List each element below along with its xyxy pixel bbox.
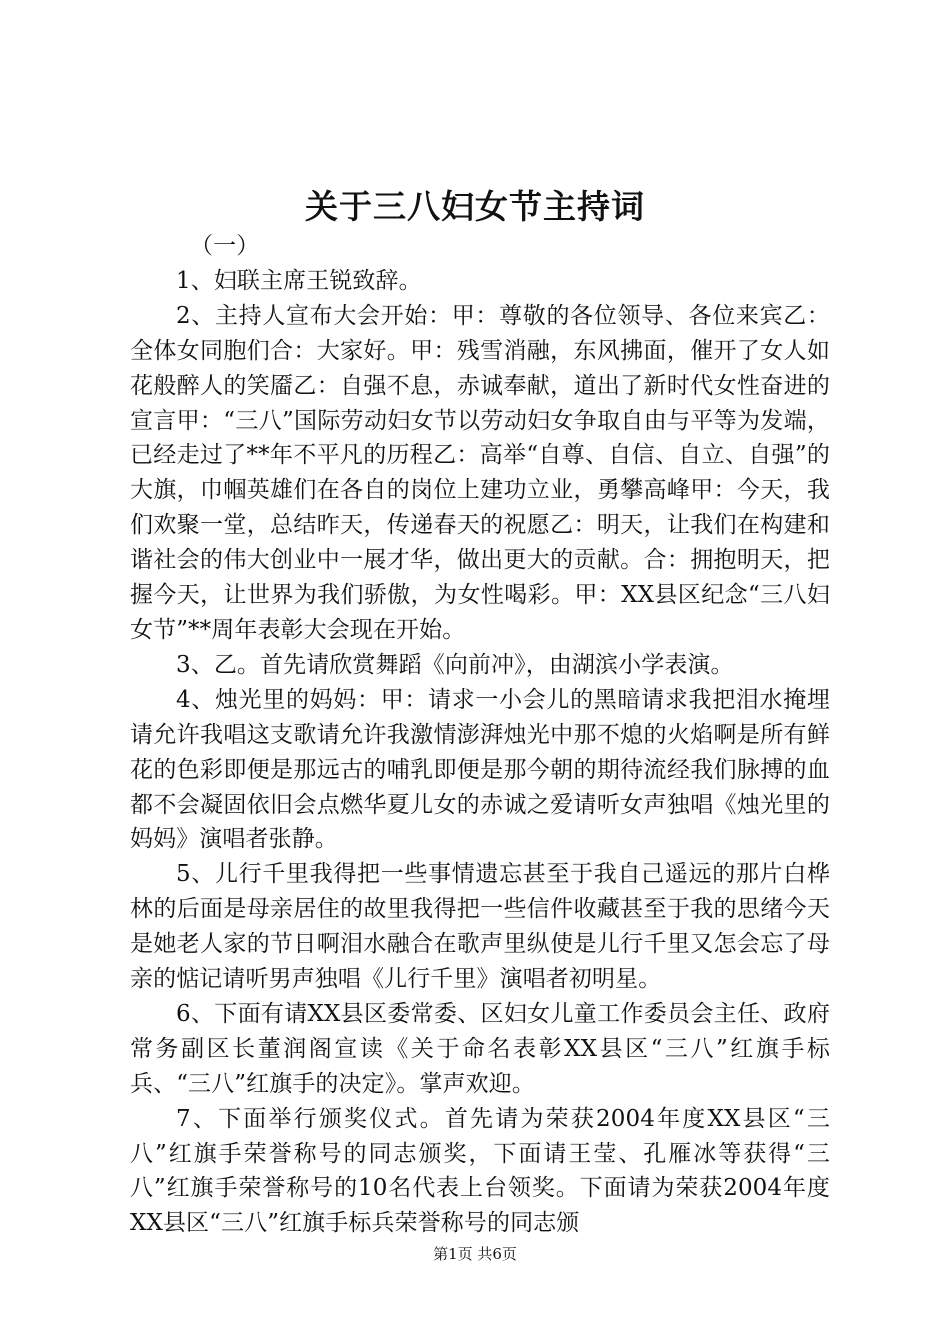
paragraph-2: 2、主持人宣布大会开始：甲：尊敬的各位领导、各位来宾乙：全体女同胞们合：大家好。甲：残雪消融，东风拂面，催开了女人如花般醉人的笑靥乙：自强不息，赤诚奉献，道出了新时代女性奋进的宣言甲：“三八”国际劳动妇女节以劳动妇女争取自由与平等为发端，已经走过了**年不平凡的历程乙：高举“自尊、自信、自立、自强”的大旗，巾帼英雄们在各自的岗位上建功立业，勇攀高峰甲：今天，我们欢聚一堂，总结昨天，传递春天的祝愿乙：明天，让我们在构建和谐社会的伟大创业中一展才华，做出更大的贡献。合：拥抱明天，把握今天，让世界为我们骄傲，为女性喝彩。甲：XX县区纪念“三八妇女节”**周年表彰大会现在开始。 — [130, 302, 830, 643]
paragraph-3: 3、乙。首先请欣赏舞蹈《向前冲》，由湖滨小学表演。 — [176, 651, 734, 678]
document-body — [130, 229, 830, 1241]
paragraph-1: 1、妇联主席王锐致辞。 — [176, 267, 422, 294]
paragraph-7: 7、下面举行颁奖仪式。首先请为荣获2004年度XX县区“三八”红旗手荣誉称号的同志颁奖，下面请王莹、孔雁冰等获得“三八”红旗手荣誉称号的10名代表上台领奖。下面请为荣获2004年度XX县区“三八”红旗手标兵荣誉称号的同志颁 — [130, 1105, 830, 1237]
document-title: 关于三八妇女节主持词 — [305, 187, 645, 226]
paragraph-4: 4、烛光里的妈妈：甲：请求一小会儿的黑暗请求我把泪水掩埋请允许我唱这支歌请允许我激情澎湃烛光中那不熄的火焰啊是所有鲜花的色彩即便是那远古的哺乳即便是那今朝的期待流经我们脉搏的血都不会凝固依旧会点燃华夏儿女的赤诚之爱请听女声独唱《烛光里的妈妈》演唱者张静。 — [130, 686, 830, 853]
paragraph-5: 5、儿行千里我得把一些事情遗忘甚至于我自己遥远的那片白桦林的后面是母亲居住的故里我得把一些信件收藏甚至于我的思绪今天是她老人家的节日啊泪水融合在歌声里纵使是儿行千里又怎会忘了母亲的惦记请听男声独唱《儿行千里》演唱者初明星。 — [130, 861, 830, 993]
paragraph-6: 6、下面有请XX县区委常委、区妇女儿童工作委员会主任、政府常务副区长董润阁宣读《关于命名表彰XX县区“三八”红旗手标兵、“三八”红旗手的决定》。掌声欢迎。 — [130, 1000, 830, 1097]
page-number-footer: 第1页 共6页 — [433, 1245, 517, 1263]
section-heading: （一） — [190, 233, 260, 259]
